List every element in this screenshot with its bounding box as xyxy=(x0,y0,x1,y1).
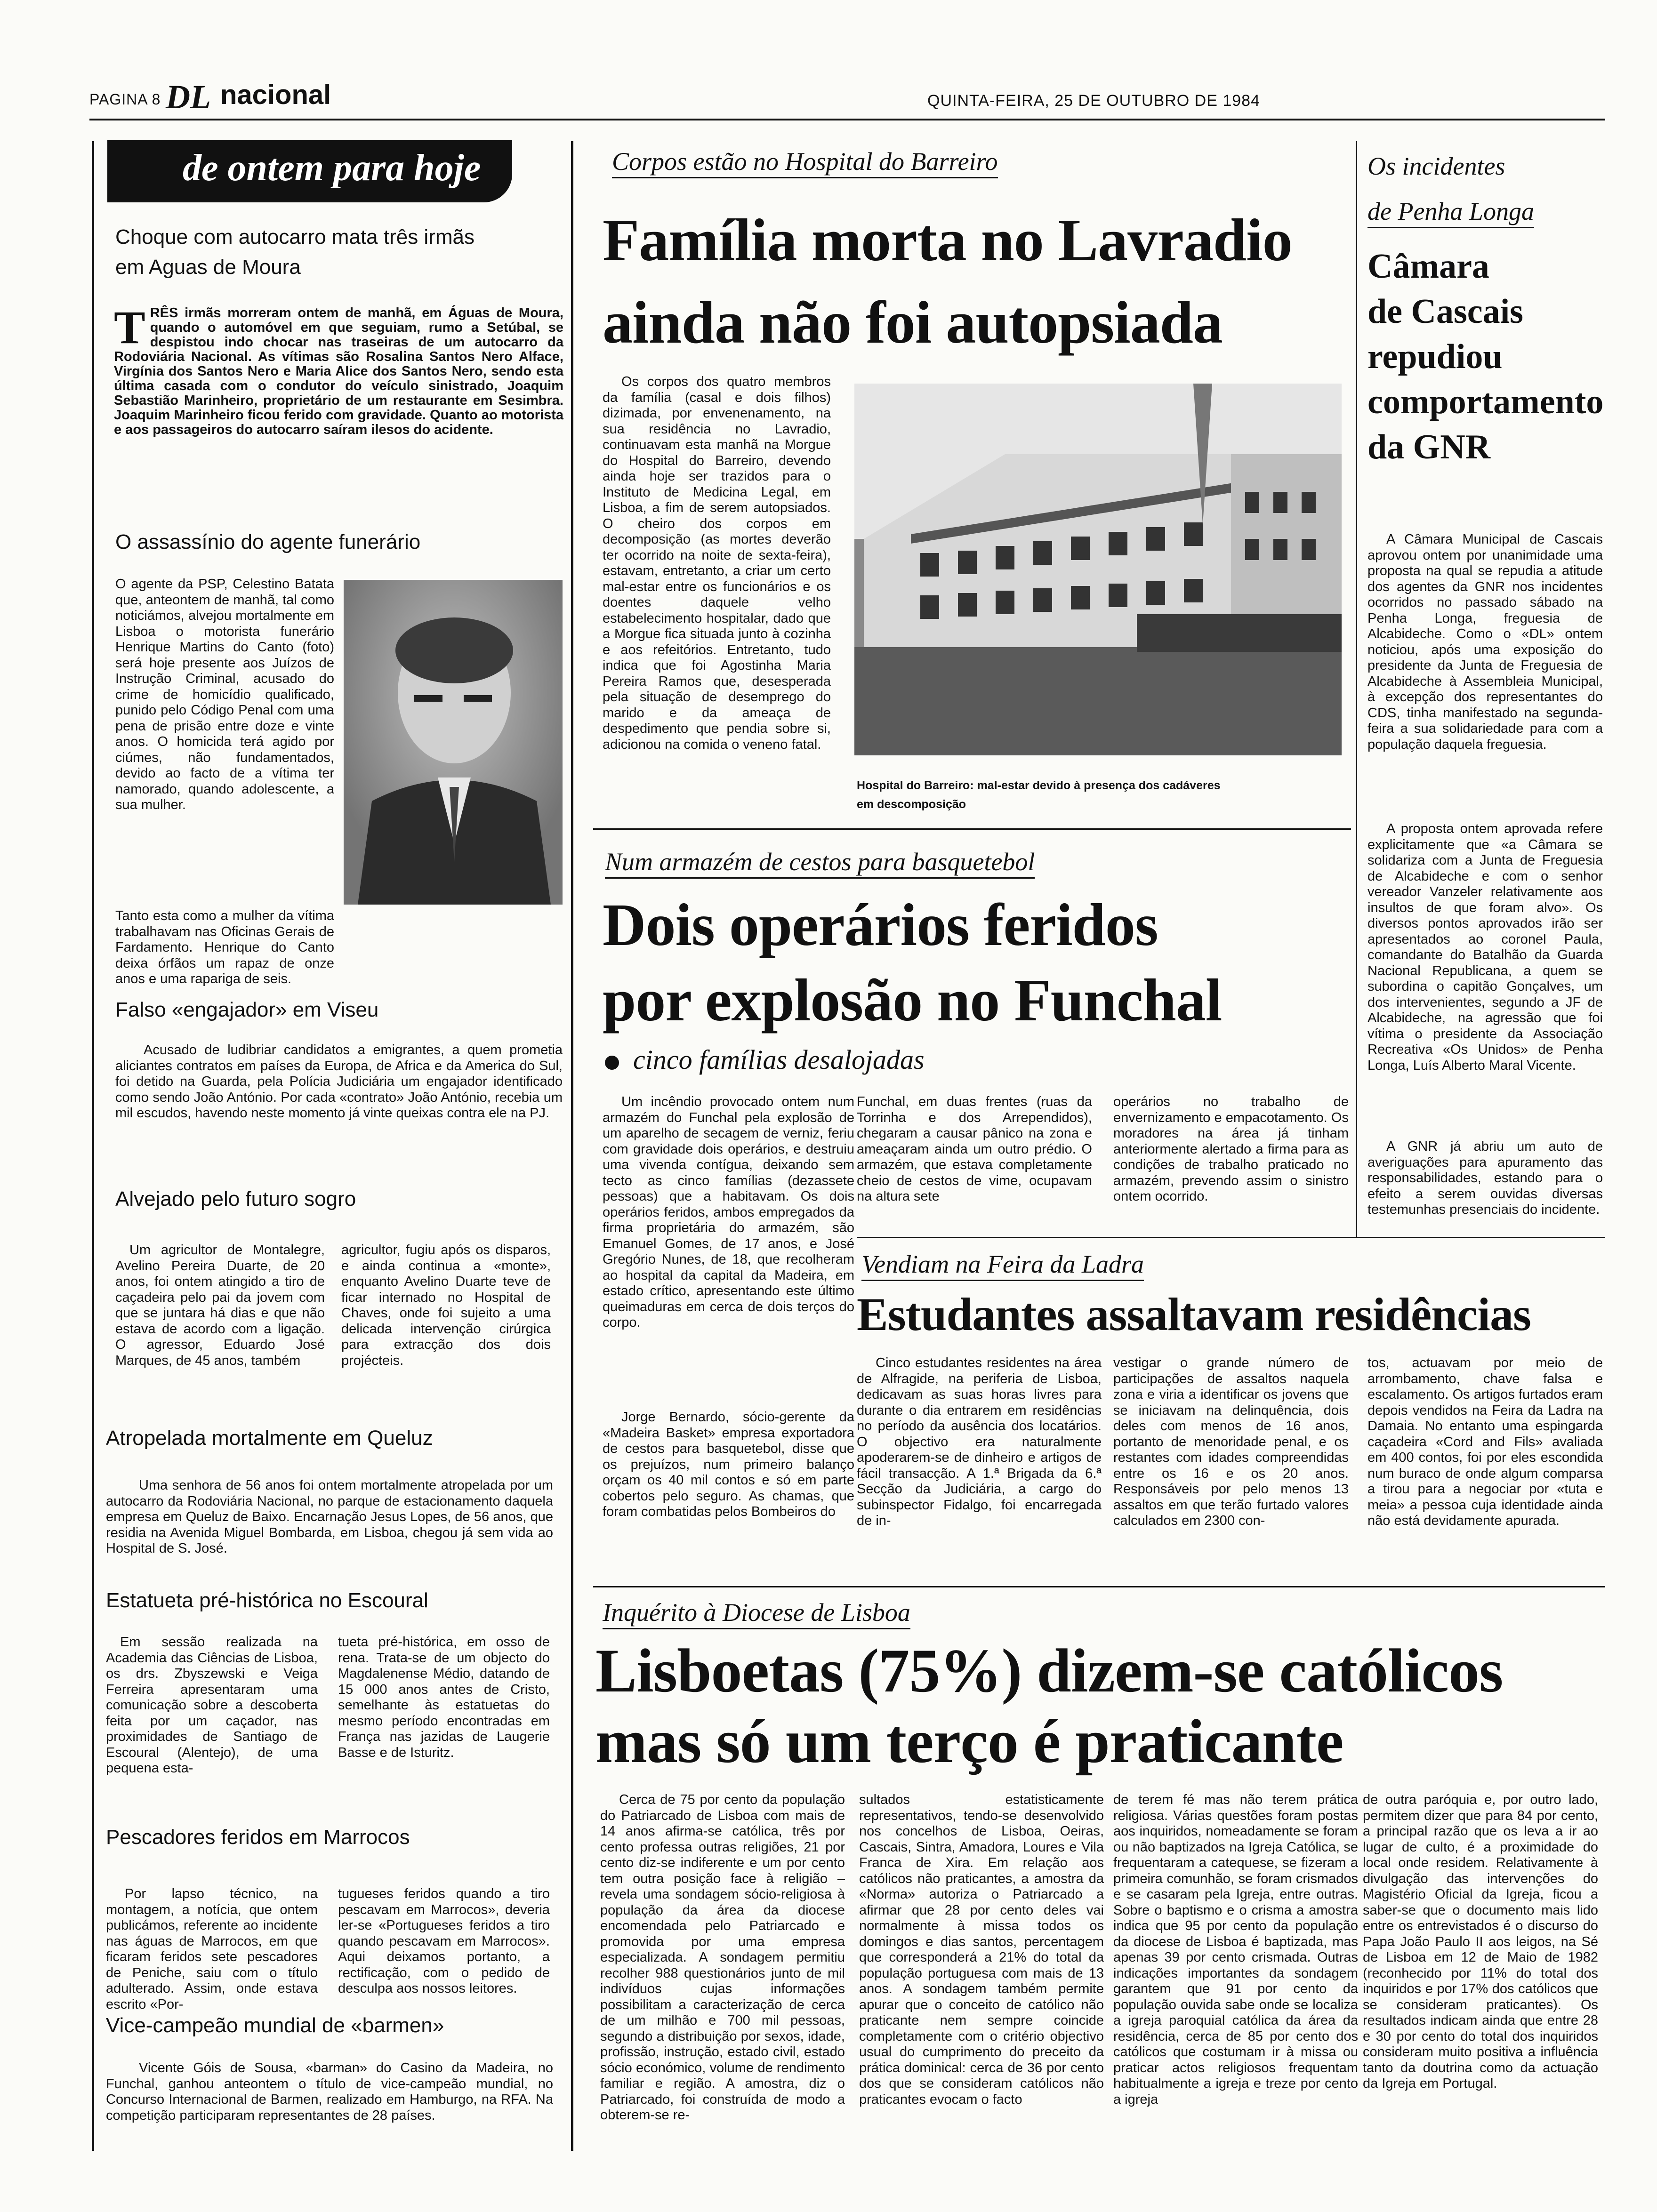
headline-diocese-2: mas só um terço é praticante xyxy=(595,1707,1343,1776)
article-queluz: Uma senhora de 56 anos foi ontem mortalmente atropelada por um autocarro da Rodoviária Nacional, no parque de estacionamento daquela empresa em Queluz de Baixo. Encarnação Jesus Lopes, de 56 anos, que residia na Avenida Miguel Bombarda, em Lisboa, chegou já sem vida ao Hospital de S. José. xyxy=(106,1478,553,1556)
headline-cascais-line-5: da GNR xyxy=(1367,428,1491,466)
newspaper-logo xyxy=(165,81,217,112)
headline-cascais xyxy=(1367,244,1603,470)
article-cascais-p3: A GNR já abriu um auto de averiguações para apuramento das responsabilidades, estando para o efeito a serem ouvidas diversas testemunhas presenciais do incidente. xyxy=(1367,1139,1603,1217)
article-alvejado-col1: Um agricultor de Montalegre, Avelino Pereira Duarte, de 20 anos, foi ontem atingido a tiro de caçadeira pelo pai da jovem com que se juntara há dias e que não estava de acordo com a ligação. O agressor, Eduardo José Marques, de 45 anos, também xyxy=(115,1242,325,1368)
article-agente-funerario-top: O agente da PSP, Celestino Batata que, anteontem de manhã, tal como noticiámos, alvejou mortalmente em Lisboa o motorista funerário Henrique Martins do Canto (foto) será hoje presente aos Juízos de Instrução Criminal, acusado do crime de homicídio qualificado, punido pelo Código Penal com uma pena de prisão entre doze e vinte anos. O homicida terá agido por ciúmes, não fundamentados, devido ao facto de a vítima ter namorado, quando adolescente, a sua mulher. xyxy=(115,577,334,812)
masthead-rule xyxy=(89,119,1605,120)
headline-funchal-2: por explosão no Funchal xyxy=(603,967,1222,1034)
headline-agente-funerario: O assassínio do agente funerário xyxy=(115,530,421,553)
article-alvejado-col2: agricultor, fugiu após os disparos, e ainda continua a «monte», enquanto Avelino Duarte teve de ficar internado no Hospital de Chaves, onde foi sujeito a uma delicada intervenção cirúrgica para extracção dos dois projécteis. xyxy=(341,1242,551,1368)
kicker-lavradio: Corpos estão no Hospital do Barreiro xyxy=(612,147,998,178)
article-marrocos-col1: Por lapso técnico, na montagem, a notícia, que ontem publicámos, referente ao incidente nas águas de Marrocos, em que ficaram feridos sete pescadores de Peniche, saiu com o título adulterado. Assim, onde estava escrito «Por- xyxy=(106,1886,318,2012)
portrait-man-image xyxy=(344,580,563,905)
headline-lavradio-2: ainda não foi autopsiada xyxy=(603,289,1223,356)
article-viseu: Acusado de ludibriar candidatos a emigrantes, a quem prometia aliciantes contratos em países da Europa, de Africa e da America do Sul, foi detido na Guarda, pela Polícia Judiciária um engajador identificado como sendo João António. Por cada «contrato» João António, recebia um mil escudos, havendo neste momento já vinte queixas contra ele na PJ. xyxy=(115,1042,563,1121)
article-aguas-de-moura-body: RÊS irmãs morreram ontem de manhã, em Águas de Moura, quando o automóvel em que seguiam, rumo a Setúbal, se despistou indo chocar nas traseiras de um autocarro da Rodoviária Nacional. As vítimas são Rosalina Santos Nero Alface, Virgínia dos Santos Nero e Maria Alice dos Santos Nero, sendo esta última casada com o condutor do veículo sinistrado, Joaquim Sebastião Marinheiro, proprietário de um restaurante em Sesimbra. Joaquim Marinheiro ficou ferido com gravidade. Quanto ao motorista e aos passageiros do autocarro saíram ilesos do acidente. xyxy=(114,305,563,437)
headline-ladra: Estudantes assaltavam residências xyxy=(857,1288,1531,1340)
divider-funchal-top xyxy=(593,828,1351,830)
article-cascais-p1: A Câmara Municipal de Cascais aprovou ontem por unanimidade uma proposta na qual se repudia a atitude dos agentes da GNR nos incidentes ocorridos no passado sábado na Penha Longa, freguesia de Alcabideche. Como o «DL» ontem noticiou, após uma exposição do presidente da Junta de Freguesia de Alcabideche à Assembleia Municipal, à excepção dos representantes do CDS, tinha manifestado na segunda-feira a sua solidariedade para com a população daquela freguesia. xyxy=(1367,532,1603,752)
article-escoural-col1: Em sessão realizada na Academia das Ciências de Lisboa, os drs. Zbyszewski e Veiga Ferreira apresentaram uma comunicação sobre a descoberta feita por um caçador, nas proximidades de Santiago de Escoural (Alentejo), de uma pequena esta- xyxy=(106,1635,318,1776)
article-funchal-col2: Funchal, em duas frentes (ruas da Torrinha e dos Arrependidos), chegaram a causar pânico na zona e ameaçaram ainda um outro prédio. O armazém, que estava completamente cheio de cestos de vime, ocupavam na altura sete xyxy=(857,1094,1092,1204)
headline-viseu: Falso «engajador» em Viseu xyxy=(115,998,379,1021)
issue-date: QUINTA-FEIRA, 25 DE OUTUBRO DE 1984 xyxy=(927,92,1260,110)
headline-aguas-de-moura-2: em Aguas de Moura xyxy=(115,256,301,279)
headline-cascais-line-4: comportamento xyxy=(1367,383,1604,421)
article-barmen: Vicente Góis de Sousa, «barman» do Casino da Madeira, no Funchal, ganhou anteontem o título de vice-campeão mundial, no Concurso Internacional de Barmen, realizado em Hamburgo, na RFA. Na competição participaram representantes de 28 países. xyxy=(106,2060,553,2123)
kicker-cascais-2: de Penha Longa xyxy=(1367,197,1534,228)
left-rail xyxy=(92,141,94,2151)
page-number: PAGINA 8 xyxy=(89,91,161,108)
kicker-cascais-1: Os incidentes xyxy=(1367,152,1505,180)
right-column-divider xyxy=(1356,141,1357,1238)
portrait-photo xyxy=(344,580,563,905)
headline-diocese-1: Lisboetas (75%) dizem-se católicos xyxy=(595,1636,1503,1705)
divider-ladra-top xyxy=(857,1237,1605,1238)
subhead-funchal: cinco famílias desalojadas xyxy=(633,1044,925,1075)
headline-cascais-line-1: Câmara xyxy=(1367,247,1489,286)
article-marrocos-col2: tugueses feridos quando a tiro pescavam em Marrocos», deveria ler-se «Portugueses feridos a tiro quando pescavam em Marrocos». Aqui deixamos portanto, a rectificação, com o pedido de desculpa aos nossos leitores. xyxy=(338,1886,550,1996)
article-funchal-col1: Um incêndio provocado ontem num armazém do Funchal pela explosão de um aparelho de secagem de verniz, feriu com gravidade dois operários, e destruiu uma vivenda contígua, deixando sem tecto as cinco famílias (dezassete pessoas) que a habitavam. Os dois operários feridos, ambos empregados da firma proprietária do armazém, são Emanuel Gomes, de 17 anos, e José Gregório Nunes, de 18, que recolheram ao hospital da capital da Madeira, em estado crítico, apresentando este último queimaduras em cerca de dois terços do corpo. xyxy=(603,1094,854,1330)
logo-dl-mark xyxy=(165,81,217,112)
headline-barmen: Vice-campeão mundial de «barmen» xyxy=(106,2014,444,2037)
article-ladra-col1: Cinco estudantes residentes na área de Alfragide, na periferia de Lisboa, dedicavam as suas horas livres para durante o dia entrarem em residências no período da ausência dos locatários. O objectivo era naturalmente apoderarem-se de dinheiro e artigos de fácil transacção. A 1.ª Brigada da 6.ª Secção da Judiciária, a cargo do subinspector Fidalgo, foi encarregada de in- xyxy=(857,1355,1102,1528)
bullet-icon xyxy=(605,1056,619,1070)
headline-cascais-line-2: de Cascais xyxy=(1367,292,1523,331)
column-banner xyxy=(107,140,512,202)
article-lavradio: Os corpos dos quatro membros da família (casal e dois filhos) dizimada, por envenenamento, na sua residência no Lavradio, continuavam esta manhã na Morgue do Hospital do Barreiro, devendo ainda hoje ser trazidos para o Instituto de Medicina Legal, em Lisboa, a fim de serem autopsiados. O cheiro dos corpos em decomposição (as mortes deverão ter ocorrido na noite de sexta-feira), estavam, entretanto, a criar um certo mal-estar entre os funcionários e os doentes daquele velho estabelecimento hospitalar, dado que a Morgue fica situada junto à cozinha e aos refeitórios. Entretanto, tudo indica que foi Agostinha Maria Pereira Ramos que, desesperada pela situação de desemprego do marido e da ameaça de despedimento que pendia sobre si, adicionou na comida o veneno fatal. xyxy=(603,374,831,752)
hospital-building-image xyxy=(854,384,1342,755)
headline-aguas-de-moura-1: Choque com autocarro mata três irmãs xyxy=(115,225,475,248)
article-aguas-de-moura xyxy=(114,301,563,437)
svg-text:DL: DL xyxy=(166,81,211,112)
headline-alvejado: Alvejado pelo futuro sogro xyxy=(115,1187,356,1210)
article-cascais-p2: A proposta ontem aprovada refere explicitamente que «a Câmara se solidariza com a Junta de Freguesia de Alcabideche e com o senhor vereador Vanzeler relativamente aos insultos de que foram alvo». Os diversos pontos aprovados irão ser apresentados ao coronel Paula, comandante do Batalhão da Guarda Nacional Republicana, a quem se subordina o capitão Gonçalves, um dos intervenientes, segundo a JF de Alcabideche, na agressão que foi vítima o presidente da Associação Recreativa «Os Unidos» de Penha Longa, Luís Alberto Maral Vicente. xyxy=(1367,821,1603,1073)
article-diocese-col3: de terem fé mas não terem prática religiosa. Várias questões foram postas aos inquiridos, nomeadamente se foram ou não baptizados na Igreja Católica, se frequentaram a catequese, se fizeram a primeira comunhão, se foram crismados e se casaram pela Igreja, entre outras. Sobre o baptismo e o crisma a amostra indica que 95 por cento da população da diocese de Lisboa é baptizada, mas apenas 39 por cento crismada. Outras indicações importantes da sondagem garantem que 91 por cento da população ouvida sabe onde se localiza a igreja paroquial católica da área da residência, cerca de 85 por cento dos católicos que costumam ir à missa ou praticar actos religiosos frequentam habitualmente a igreja e treze por cento a igreja xyxy=(1113,1792,1358,2107)
headline-queluz: Atropelada mortalmente em Queluz xyxy=(106,1427,433,1450)
divider-diocese-top xyxy=(593,1586,1605,1587)
article-diocese-col4: de outra paróquia e, por outro lado, permitem dizer que para 84 por cento, a principal razão que os leva a ir ao lugar de culto, é a proximidade do local onde residem. Relativamente à divulgação das intervenções do Magistério Oficial da Igreja, ficou a saber-se que o documento mais lido entre os entrevistados é o discurso do Papa João Paulo II aos leigos, na Sé de Lisboa em 12 de Maio de 1982 (reconhecido por 11% do total dos inquiridos e por 17% dos católicos que se consideram praticantes). Os resultados indicam ainda que entre 28 e 30 por cento do total dos inquiridos consideram muito positiva a influência tanto da doutrina como da actuação da Igreja em Portugal. xyxy=(1363,1792,1598,2091)
kicker-diocese: Inquérito à Diocese de Lisboa xyxy=(603,1598,910,1629)
article-ladra-col3: tos, actuavam por meio de arrombamento, chave falsa e escalamento. Os artigos furtados eram depois vendidos na Feira da Ladra na Damaia. No entanto uma espingarda caçadeira «Cord and Fils» avaliada em 400 contos, foi por eles escondida num buraco de onde algum comparsa a tirou para a negociar por «tuta e meia» a pessoa cuja identidade ainda não está devidamente apurada. xyxy=(1367,1355,1603,1528)
kicker-ladra: Vendiam na Feira da Ladra xyxy=(861,1250,1144,1281)
headline-lavradio-1: Família morta no Lavradio xyxy=(603,207,1292,273)
kicker-funchal: Num armazém de cestos para basquetebol xyxy=(605,847,1035,879)
section-name: nacional xyxy=(220,80,331,110)
headline-marrocos: Pescadores feridos em Marrocos xyxy=(106,1826,410,1849)
column-banner-title: de ontem para hoje xyxy=(183,147,481,189)
article-escoural-col2: tueta pré-histórica, em osso de rena. Trata-se de um objecto do Magdalenense Médio, datando de 15 000 anos antes de Cristo, semelhante às estatuetas do mesmo período encontradas em França nas jazidas de Laugerie Basse e de Isturitz. xyxy=(338,1635,550,1760)
headline-escoural: Estatueta pré-histórica no Escoural xyxy=(106,1589,428,1612)
article-funchal-col1b: Jorge Bernardo, sócio-gerente da «Madeira Basket» empresa exportadora de cestos para basquetebol, disse que os prejuízos, num primeiro balanço orçam os 40 mil contos e só em parte cobertos pelo seguro. As chamas, que foram combatidas pelos Bombeiros do xyxy=(603,1410,854,1519)
headline-cascais-line-3: repudiou xyxy=(1367,337,1503,376)
hospital-photo xyxy=(854,384,1342,755)
article-ladra-col2: vestigar o grande número de participações de assaltos naquela zona e viria a identificar os jovens que se iniciavam na delinquência, dois deles com menos de 16 anos, portanto de menoridade penal, e os restantes com idades compreendidas entre os 16 e os 20 anos. Responsáveis por pelo menos 13 assaltos em que terão furtado valores calculados em 2300 con- xyxy=(1113,1355,1349,1528)
article-agente-funerario-bottom: Tanto esta como a mulher da vítima trabalhavam nas Oficinas Gerais de Fardamento. Henrique do Canto deixa órfãos um rapaz de onze anos e uma rapariga de seis. xyxy=(115,908,334,986)
drop-cap: T xyxy=(114,301,145,353)
photo-caption-2: em descomposição xyxy=(857,798,966,811)
article-diocese-col2: sultados estatisticamente representativos, tendo-se desenvolvido nos concelhos de Lisboa, Oeiras, Cascais, Sintra, Amadora, Loures e Vila Franca de Xira. Em relação aos católicos não praticantes, a amostra da «Norma» autoriza o Patriarcado a afirmar que 28 por cento deles vai normalmente à missa todos os domingos e dias santos, percentagem que corresponderá a 21% do total da população portuguesa com mais de 13 anos. A sondagem também permite apurar que o conceito de católico não praticante nem sempre coincide completamente com o critério objectivo usual do cumprimento do preceito da prática dominical: cerca de 36 por cento dos que se consideram católicos não praticantes evocam o facto xyxy=(859,1792,1104,2107)
article-funchal-col3: operários no trabalho de envernizamento e empacotamento. Os moradores na área já tinham anteriormente alertado a firma para as condições de trabalho praticado no armazém, prevendo assim o sinistro ontem ocorrido. xyxy=(1113,1094,1349,1204)
headline-funchal-1: Dois operários feridos xyxy=(603,891,1158,958)
article-diocese-col1: Cerca de 75 por cento da população do Patriarcado de Lisboa com mais de 14 anos afirma-se católica, três por cento professa outras religiões, 21 por cento diz-se indiferente e um por cento tem outra posição face à religião – revela uma sondagem sócio-religiosa à população da área da diocese encomendada pelo Patriarcado e promovida por uma empresa especializada. A sondagem permitiu recolher 988 questionários junto de mil indivíduos cujas informações possibilitam a caracterização de cerca de um milhão e 700 mil pessoas, segundo a distribuição por sexos, idade, profissão, instrução, estado civil, estado sócio económico, volume de rendimento familiar e região. A amostra, diz o Patriarcado, foi construída de modo a obterem-se re- xyxy=(600,1792,845,2123)
left-column-divider xyxy=(571,141,573,2151)
photo-caption-1: Hospital do Barreiro: mal-estar devido à presença dos cadáveres xyxy=(857,779,1221,792)
